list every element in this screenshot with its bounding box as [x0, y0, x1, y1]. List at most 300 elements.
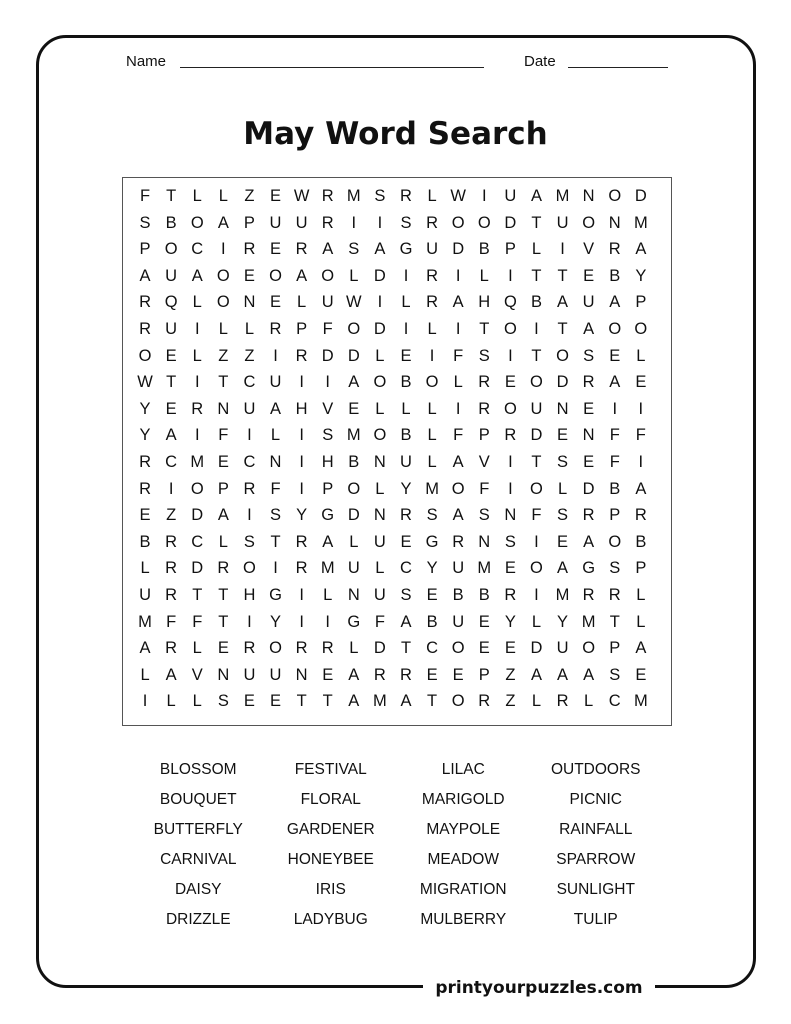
grid-letter[interactable]: T: [322, 692, 333, 711]
grid-letter[interactable]: R: [504, 585, 517, 604]
grid-letter[interactable]: P: [609, 639, 621, 658]
grid-letter[interactable]: D: [191, 559, 204, 578]
grid-letter[interactable]: E: [400, 532, 412, 551]
grid-letter[interactable]: A: [165, 665, 177, 684]
grid-letter[interactable]: V: [322, 399, 334, 418]
grid-letter[interactable]: O: [243, 559, 256, 578]
grid-letter[interactable]: A: [583, 665, 595, 684]
grid-letter[interactable]: U: [243, 399, 256, 418]
grid-letter[interactable]: U: [426, 240, 439, 259]
grid-letter[interactable]: R: [478, 399, 491, 418]
grid-letter[interactable]: S: [400, 585, 412, 604]
grid-letter[interactable]: I: [508, 346, 513, 365]
grid-letter[interactable]: R: [321, 639, 334, 658]
grid-letter[interactable]: Y: [426, 559, 438, 578]
grid-letter[interactable]: E: [609, 346, 621, 365]
grid-letter[interactable]: I: [377, 213, 383, 232]
grid-letter[interactable]: Y: [139, 426, 151, 445]
grid-letter[interactable]: P: [296, 319, 308, 338]
grid-letter[interactable]: D: [373, 639, 386, 658]
grid-letter[interactable]: S: [478, 346, 490, 365]
grid-letter[interactable]: L: [192, 639, 202, 658]
grid-letter[interactable]: O: [190, 213, 204, 232]
grid-letter[interactable]: F: [635, 426, 646, 445]
grid-letter[interactable]: U: [452, 559, 465, 578]
grid-letter[interactable]: G: [399, 240, 413, 259]
grid-letter[interactable]: A: [191, 266, 203, 285]
grid-letter[interactable]: B: [400, 426, 412, 445]
grid-letter[interactable]: V: [478, 452, 490, 471]
grid-letter[interactable]: P: [478, 665, 490, 684]
grid-letter[interactable]: R: [165, 585, 178, 604]
grid-letter[interactable]: R: [452, 532, 465, 551]
grid-letter[interactable]: N: [295, 665, 308, 684]
grid-letter[interactable]: R: [295, 346, 308, 365]
grid-letter[interactable]: O: [425, 373, 439, 392]
grid-letter[interactable]: L: [427, 319, 437, 338]
grid-letter[interactable]: L: [218, 319, 228, 338]
grid-letter[interactable]: I: [403, 266, 409, 285]
grid-letter[interactable]: O: [451, 692, 465, 711]
grid-letter[interactable]: R: [478, 692, 491, 711]
grid-letter[interactable]: W: [293, 187, 310, 205]
grid-letter[interactable]: M: [555, 585, 570, 604]
grid-letter[interactable]: T: [400, 639, 412, 658]
grid-letter[interactable]: Z: [218, 346, 229, 365]
grid-letter[interactable]: I: [560, 240, 565, 259]
grid-letter[interactable]: S: [609, 665, 621, 684]
grid-letter[interactable]: L: [531, 240, 542, 259]
grid-letter[interactable]: Z: [505, 665, 516, 684]
grid-letter[interactable]: Y: [504, 612, 516, 631]
grid-letter[interactable]: O: [530, 559, 543, 578]
grid-letter[interactable]: A: [635, 639, 647, 658]
grid-letter[interactable]: O: [608, 187, 622, 205]
grid-letter[interactable]: R: [295, 559, 308, 578]
grid-letter[interactable]: P: [322, 479, 334, 498]
grid-letter[interactable]: R: [139, 452, 151, 471]
grid-letter[interactable]: A: [583, 532, 595, 551]
grid-letter[interactable]: A: [400, 612, 412, 631]
grid-letter[interactable]: G: [269, 585, 282, 604]
grid-letter[interactable]: P: [139, 240, 151, 259]
grid-letter[interactable]: O: [530, 373, 543, 392]
grid-letter[interactable]: C: [165, 452, 178, 471]
grid-letter[interactable]: W: [137, 373, 153, 392]
grid-letter[interactable]: L: [531, 612, 542, 631]
grid-letter[interactable]: F: [453, 346, 464, 365]
grid-letter[interactable]: S: [217, 692, 229, 711]
grid-letter[interactable]: F: [479, 479, 490, 498]
grid-letter[interactable]: B: [478, 585, 490, 604]
grid-letter[interactable]: U: [582, 293, 595, 312]
grid-letter[interactable]: E: [478, 639, 490, 658]
grid-letter[interactable]: F: [374, 612, 385, 631]
grid-letter[interactable]: A: [139, 266, 151, 285]
grid-letter[interactable]: L: [192, 692, 202, 711]
grid-letter[interactable]: B: [165, 213, 177, 232]
grid-letter[interactable]: U: [295, 213, 308, 232]
grid-letter[interactable]: Y: [635, 266, 647, 285]
grid-letter[interactable]: T: [218, 373, 229, 392]
grid-letter[interactable]: R: [295, 532, 308, 551]
grid-letter[interactable]: L: [192, 187, 202, 205]
grid-letter[interactable]: A: [557, 559, 569, 578]
grid-letter[interactable]: A: [374, 240, 386, 259]
grid-letter[interactable]: L: [297, 293, 307, 312]
grid-letter[interactable]: R: [191, 399, 204, 418]
grid-letter[interactable]: R: [608, 240, 621, 259]
grid-letter[interactable]: E: [504, 373, 516, 392]
grid-letter[interactable]: S: [243, 532, 255, 551]
grid-letter[interactable]: L: [636, 612, 646, 631]
grid-letter[interactable]: L: [375, 559, 385, 578]
grid-letter[interactable]: W: [346, 293, 362, 312]
grid-letter[interactable]: U: [452, 612, 465, 631]
grid-letter[interactable]: E: [139, 506, 151, 525]
grid-letter[interactable]: Q: [503, 293, 517, 312]
grid-letter[interactable]: O: [216, 266, 230, 285]
grid-letter[interactable]: S: [609, 559, 621, 578]
grid-letter[interactable]: R: [139, 479, 151, 498]
grid-letter[interactable]: L: [270, 426, 281, 445]
grid-letter[interactable]: A: [635, 479, 647, 498]
grid-letter[interactable]: B: [635, 532, 647, 551]
grid-letter[interactable]: E: [635, 665, 647, 684]
grid-letter[interactable]: Y: [296, 506, 308, 525]
grid-letter[interactable]: I: [247, 426, 252, 445]
grid-letter[interactable]: M: [346, 426, 361, 445]
grid-letter[interactable]: R: [582, 373, 595, 392]
grid-letter[interactable]: E: [243, 692, 255, 711]
grid-letter[interactable]: D: [582, 479, 595, 498]
grid-letter[interactable]: L: [375, 479, 385, 498]
grid-letter[interactable]: T: [427, 692, 438, 711]
grid-letter[interactable]: I: [194, 373, 200, 392]
grid-letter[interactable]: G: [347, 612, 361, 631]
grid-letter[interactable]: O: [582, 213, 596, 232]
grid-letter[interactable]: R: [608, 585, 621, 604]
grid-letter[interactable]: M: [190, 452, 205, 471]
grid-letter[interactable]: M: [346, 187, 361, 205]
grid-letter[interactable]: I: [534, 585, 539, 604]
grid-letter[interactable]: L: [427, 452, 437, 471]
grid-letter[interactable]: A: [609, 373, 621, 392]
grid-letter[interactable]: I: [299, 452, 304, 471]
grid-letter[interactable]: U: [243, 665, 256, 684]
grid-letter[interactable]: I: [194, 426, 200, 445]
grid-letter[interactable]: N: [347, 585, 360, 604]
grid-letter[interactable]: T: [166, 373, 177, 392]
grid-letter[interactable]: T: [296, 692, 307, 711]
grid-letter[interactable]: I: [638, 399, 644, 418]
grid-letter[interactable]: D: [530, 426, 543, 445]
grid-letter[interactable]: B: [530, 293, 542, 312]
grid-letter[interactable]: I: [508, 266, 513, 285]
date-line[interactable]: [568, 67, 668, 68]
grid-letter[interactable]: O: [373, 373, 387, 392]
grid-letter[interactable]: R: [165, 639, 178, 658]
grid-letter[interactable]: Z: [166, 506, 177, 525]
grid-letter[interactable]: O: [556, 346, 569, 365]
grid-letter[interactable]: E: [270, 187, 282, 205]
grid-letter[interactable]: F: [140, 187, 151, 205]
grid-letter[interactable]: E: [270, 692, 282, 711]
grid-letter[interactable]: E: [504, 559, 516, 578]
grid-letter[interactable]: G: [582, 559, 596, 578]
grid-letter[interactable]: A: [635, 240, 647, 259]
grid-letter[interactable]: Z: [505, 692, 516, 711]
grid-letter[interactable]: E: [165, 346, 177, 365]
grid-letter[interactable]: F: [609, 452, 620, 471]
grid-letter[interactable]: E: [322, 665, 334, 684]
grid-letter[interactable]: I: [455, 319, 461, 338]
grid-letter[interactable]: O: [269, 639, 282, 658]
grid-letter[interactable]: A: [452, 452, 464, 471]
grid-letter[interactable]: D: [530, 639, 543, 658]
grid-letter[interactable]: T: [557, 266, 568, 285]
grid-letter[interactable]: R: [400, 665, 412, 684]
grid-letter[interactable]: P: [635, 559, 647, 578]
grid-letter[interactable]: Z: [244, 187, 255, 205]
grid-letter[interactable]: S: [322, 426, 334, 445]
grid-letter[interactable]: H: [478, 293, 491, 312]
grid-letter[interactable]: R: [400, 506, 412, 525]
grid-letter[interactable]: L: [192, 293, 202, 312]
grid-letter[interactable]: M: [633, 213, 648, 232]
grid-letter[interactable]: T: [609, 612, 620, 631]
grid-letter[interactable]: R: [243, 240, 256, 259]
grid-letter[interactable]: B: [426, 612, 438, 631]
grid-letter[interactable]: N: [478, 532, 491, 551]
grid-letter[interactable]: N: [556, 399, 569, 418]
grid-letter[interactable]: N: [243, 293, 256, 312]
grid-letter[interactable]: P: [217, 479, 229, 498]
grid-letter[interactable]: E: [583, 452, 595, 471]
grid-letter[interactable]: P: [243, 213, 255, 232]
grid-letter[interactable]: S: [583, 346, 595, 365]
grid-letter[interactable]: I: [455, 266, 461, 285]
grid-letter[interactable]: B: [478, 240, 490, 259]
grid-letter[interactable]: E: [557, 426, 569, 445]
grid-letter[interactable]: C: [243, 452, 256, 471]
grid-letter[interactable]: N: [373, 452, 386, 471]
grid-letter[interactable]: A: [557, 293, 569, 312]
grid-letter[interactable]: U: [556, 213, 569, 232]
grid-letter[interactable]: R: [478, 373, 491, 392]
grid-letter[interactable]: S: [348, 240, 360, 259]
grid-letter[interactable]: A: [530, 187, 542, 205]
grid-letter[interactable]: P: [635, 293, 647, 312]
grid-letter[interactable]: S: [426, 506, 438, 525]
grid-letter[interactable]: L: [192, 346, 202, 365]
grid-letter[interactable]: U: [373, 585, 386, 604]
grid-letter[interactable]: U: [400, 452, 412, 471]
grid-letter[interactable]: E: [165, 399, 177, 418]
grid-letter[interactable]: E: [478, 612, 490, 631]
grid-letter[interactable]: E: [557, 532, 569, 551]
grid-letter[interactable]: U: [165, 319, 178, 338]
grid-letter[interactable]: D: [321, 346, 334, 365]
grid-letter[interactable]: P: [504, 240, 516, 259]
grid-letter[interactable]: E: [426, 585, 438, 604]
grid-letter[interactable]: U: [269, 213, 282, 232]
grid-letter[interactable]: R: [139, 293, 151, 312]
grid-letter[interactable]: A: [139, 639, 151, 658]
grid-letter[interactable]: U: [321, 293, 334, 312]
grid-letter[interactable]: L: [375, 399, 385, 418]
grid-letter[interactable]: F: [218, 426, 229, 445]
grid-letter[interactable]: U: [165, 266, 178, 285]
grid-letter[interactable]: Q: [164, 293, 178, 312]
grid-letter[interactable]: O: [451, 639, 465, 658]
grid-letter[interactable]: L: [218, 187, 228, 205]
grid-letter[interactable]: N: [217, 399, 230, 418]
grid-letter[interactable]: F: [166, 612, 177, 631]
grid-letter[interactable]: L: [531, 692, 542, 711]
grid-letter[interactable]: T: [192, 585, 203, 604]
grid-letter[interactable]: I: [508, 452, 513, 471]
grid-letter[interactable]: V: [191, 665, 203, 684]
grid-letter[interactable]: R: [426, 213, 439, 232]
grid-letter[interactable]: T: [218, 612, 229, 631]
grid-letter[interactable]: R: [165, 532, 178, 551]
grid-letter[interactable]: L: [323, 585, 333, 604]
grid-letter[interactable]: U: [556, 639, 569, 658]
grid-letter[interactable]: A: [400, 692, 412, 711]
grid-letter[interactable]: E: [243, 266, 255, 285]
grid-letter[interactable]: L: [557, 479, 568, 498]
grid-letter[interactable]: T: [531, 452, 542, 471]
grid-letter[interactable]: S: [504, 532, 516, 551]
grid-letter[interactable]: W: [450, 187, 466, 205]
grid-letter[interactable]: M: [425, 479, 439, 498]
grid-letter[interactable]: O: [582, 639, 596, 658]
grid-letter[interactable]: T: [557, 319, 568, 338]
grid-letter[interactable]: I: [299, 479, 304, 498]
grid-letter[interactable]: O: [347, 479, 361, 498]
grid-letter[interactable]: E: [452, 665, 464, 684]
grid-letter[interactable]: O: [451, 479, 465, 498]
grid-letter[interactable]: U: [373, 532, 386, 551]
grid-letter[interactable]: O: [190, 479, 204, 498]
grid-letter[interactable]: L: [427, 426, 437, 445]
grid-letter[interactable]: R: [634, 506, 647, 525]
grid-letter[interactable]: T: [531, 213, 542, 232]
grid-letter[interactable]: A: [583, 319, 595, 338]
grid-letter[interactable]: Z: [244, 346, 255, 365]
grid-letter[interactable]: I: [142, 692, 148, 711]
grid-letter[interactable]: L: [244, 319, 255, 338]
grid-letter[interactable]: B: [452, 585, 464, 604]
grid-letter[interactable]: C: [243, 373, 256, 392]
grid-letter[interactable]: A: [530, 665, 542, 684]
grid-letter[interactable]: R: [504, 426, 517, 445]
grid-letter[interactable]: U: [347, 559, 360, 578]
grid-letter[interactable]: F: [192, 612, 203, 631]
grid-letter[interactable]: I: [377, 293, 383, 312]
grid-letter[interactable]: O: [477, 213, 491, 232]
grid-letter[interactable]: I: [325, 612, 330, 631]
grid-letter[interactable]: A: [348, 665, 360, 684]
grid-letter[interactable]: B: [609, 479, 621, 498]
grid-letter[interactable]: I: [638, 452, 644, 471]
grid-letter[interactable]: O: [164, 240, 178, 259]
grid-letter[interactable]: L: [453, 373, 463, 392]
grid-letter[interactable]: I: [481, 187, 487, 205]
grid-letter[interactable]: H: [295, 399, 308, 418]
grid-letter[interactable]: L: [636, 585, 646, 604]
grid-letter[interactable]: I: [429, 346, 435, 365]
grid-letter[interactable]: E: [348, 399, 360, 418]
grid-letter[interactable]: D: [634, 187, 647, 205]
grid-letter[interactable]: A: [296, 266, 308, 285]
grid-letter[interactable]: I: [168, 479, 174, 498]
grid-letter[interactable]: L: [140, 665, 150, 684]
grid-letter[interactable]: E: [426, 665, 438, 684]
grid-letter[interactable]: T: [479, 319, 490, 338]
grid-letter[interactable]: R: [295, 639, 308, 658]
grid-letter[interactable]: O: [608, 319, 622, 338]
grid-letter[interactable]: C: [191, 240, 204, 259]
grid-letter[interactable]: R: [400, 187, 412, 205]
grid-letter[interactable]: D: [191, 506, 204, 525]
grid-letter[interactable]: R: [217, 559, 230, 578]
grid-letter[interactable]: R: [165, 559, 178, 578]
grid-letter[interactable]: I: [299, 612, 304, 631]
grid-letter[interactable]: O: [269, 266, 282, 285]
grid-letter[interactable]: R: [243, 639, 256, 658]
grid-letter[interactable]: S: [400, 213, 412, 232]
grid-letter[interactable]: D: [504, 213, 517, 232]
grid-letter[interactable]: S: [478, 506, 490, 525]
grid-letter[interactable]: O: [373, 426, 387, 445]
grid-letter[interactable]: T: [166, 187, 177, 205]
grid-letter[interactable]: U: [504, 187, 517, 205]
grid-letter[interactable]: D: [347, 346, 360, 365]
grid-letter[interactable]: R: [426, 266, 439, 285]
grid-letter[interactable]: E: [400, 346, 412, 365]
grid-letter[interactable]: N: [608, 213, 621, 232]
grid-letter[interactable]: M: [477, 559, 492, 578]
grid-letter[interactable]: G: [425, 532, 439, 551]
grid-letter[interactable]: D: [373, 319, 386, 338]
grid-letter[interactable]: S: [557, 506, 569, 525]
grid-letter[interactable]: A: [217, 213, 229, 232]
grid-letter[interactable]: R: [321, 187, 334, 205]
grid-letter[interactable]: S: [374, 187, 386, 205]
grid-letter[interactable]: O: [138, 346, 152, 365]
grid-letter[interactable]: D: [347, 506, 360, 525]
grid-letter[interactable]: T: [531, 346, 542, 365]
grid-letter[interactable]: T: [270, 532, 281, 551]
grid-letter[interactable]: E: [270, 240, 282, 259]
grid-letter[interactable]: M: [555, 187, 570, 205]
grid-letter[interactable]: O: [530, 479, 543, 498]
grid-letter[interactable]: R: [243, 479, 256, 498]
grid-letter[interactable]: R: [373, 665, 386, 684]
grid-letter[interactable]: L: [427, 399, 437, 418]
grid-letter[interactable]: O: [216, 293, 230, 312]
grid-letter[interactable]: B: [139, 532, 151, 551]
grid-letter[interactable]: U: [139, 585, 151, 604]
grid-letter[interactable]: N: [582, 426, 595, 445]
grid-letter[interactable]: P: [609, 506, 621, 525]
grid-letter[interactable]: Y: [557, 612, 569, 631]
grid-letter[interactable]: M: [138, 612, 152, 631]
grid-letter[interactable]: H: [321, 452, 334, 471]
grid-letter[interactable]: R: [269, 319, 282, 338]
